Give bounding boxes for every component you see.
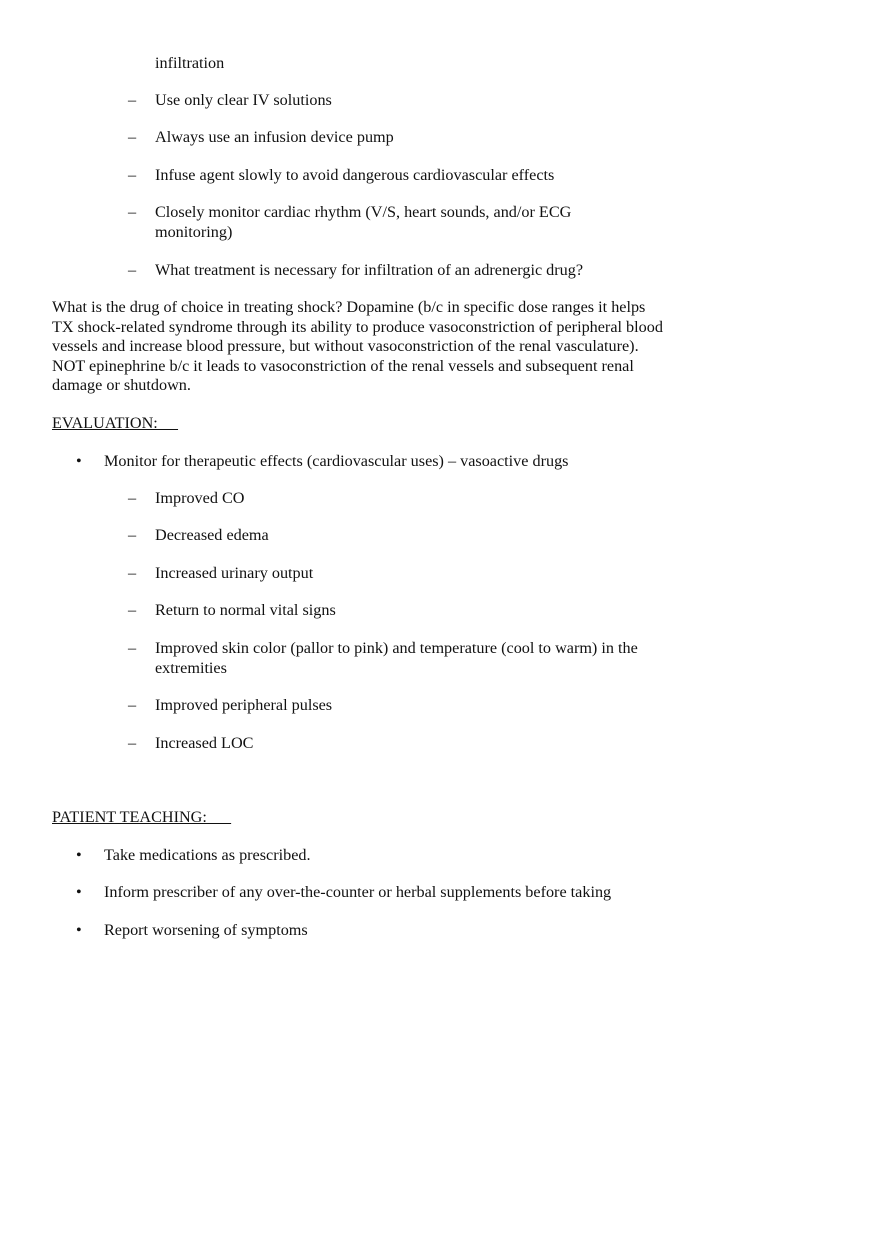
bullet-marker: • [76, 883, 82, 901]
dash-marker: – [128, 166, 137, 184]
dash-marker: – [128, 526, 137, 544]
dash-marker: – [128, 639, 137, 657]
list-item-text: Improved CO [155, 489, 245, 507]
dash-marker: – [128, 91, 137, 109]
dash-marker: – [128, 261, 137, 279]
list-item-text: Decreased edema [155, 526, 269, 544]
list-item-text: Use only clear IV solutions [155, 91, 332, 109]
list-item-text: Increased LOC [155, 734, 254, 752]
dash-marker: – [128, 128, 137, 146]
patient-teaching-heading: PATIENT TEACHING: [52, 808, 232, 826]
dash-marker: – [128, 564, 137, 582]
list-item-text: Report worsening of symptoms [104, 921, 308, 939]
list-item-text: Improved skin color (pallor to pink) and temperature (cool to warm) in the extremities [155, 639, 638, 677]
evaluation-heading: EVALUATION: [52, 414, 179, 432]
list-item-text: What treatment is necessary for infiltration of an adrenergic drug? [155, 261, 584, 279]
list-item-text: Increased urinary output [155, 564, 314, 582]
list-item-text: Take medications as prescribed. [104, 846, 311, 864]
dash-marker: – [128, 734, 137, 752]
list-item-text: Infuse agent slowly to avoid dangerous cardiovascular effects [155, 166, 555, 184]
list-item-text: Return to normal vital signs [155, 601, 336, 619]
dash-marker: – [128, 489, 137, 507]
list-item-text: Closely monitor cardiac rhythm (V/S, heart sounds, and/or ECG monitoring) [155, 203, 572, 241]
shock-paragraph: What is the drug of choice in treating shock? Dopamine (b/c in specific dose ranges it helps TX shock-related syndrome through its ability to produce vasoconstriction of peripheral blood vessels and increase blood pressure, but without vasoconstriction of the renal vasculature). NOT epinephrine b/c it leads to vasoconstriction of the renal vessels and subsequent renal damage or shutdown. [52, 298, 663, 394]
list-item-text: Inform prescriber of any over-the-counter or herbal supplements before taking [104, 883, 612, 901]
list-item-text: Always use an infusion device pump [155, 128, 394, 146]
continuation-text: infiltration [155, 54, 225, 72]
dash-marker: – [128, 601, 137, 619]
dash-marker: – [128, 203, 137, 221]
list-item-text: Improved peripheral pulses [155, 696, 333, 714]
evaluation-bullet-text: Monitor for therapeutic effects (cardiovascular uses) – vasoactive drugs [104, 452, 569, 470]
dash-marker: – [128, 696, 137, 714]
bullet-marker: • [76, 452, 82, 470]
bullet-marker: • [76, 846, 82, 864]
bullet-marker: • [76, 921, 82, 939]
